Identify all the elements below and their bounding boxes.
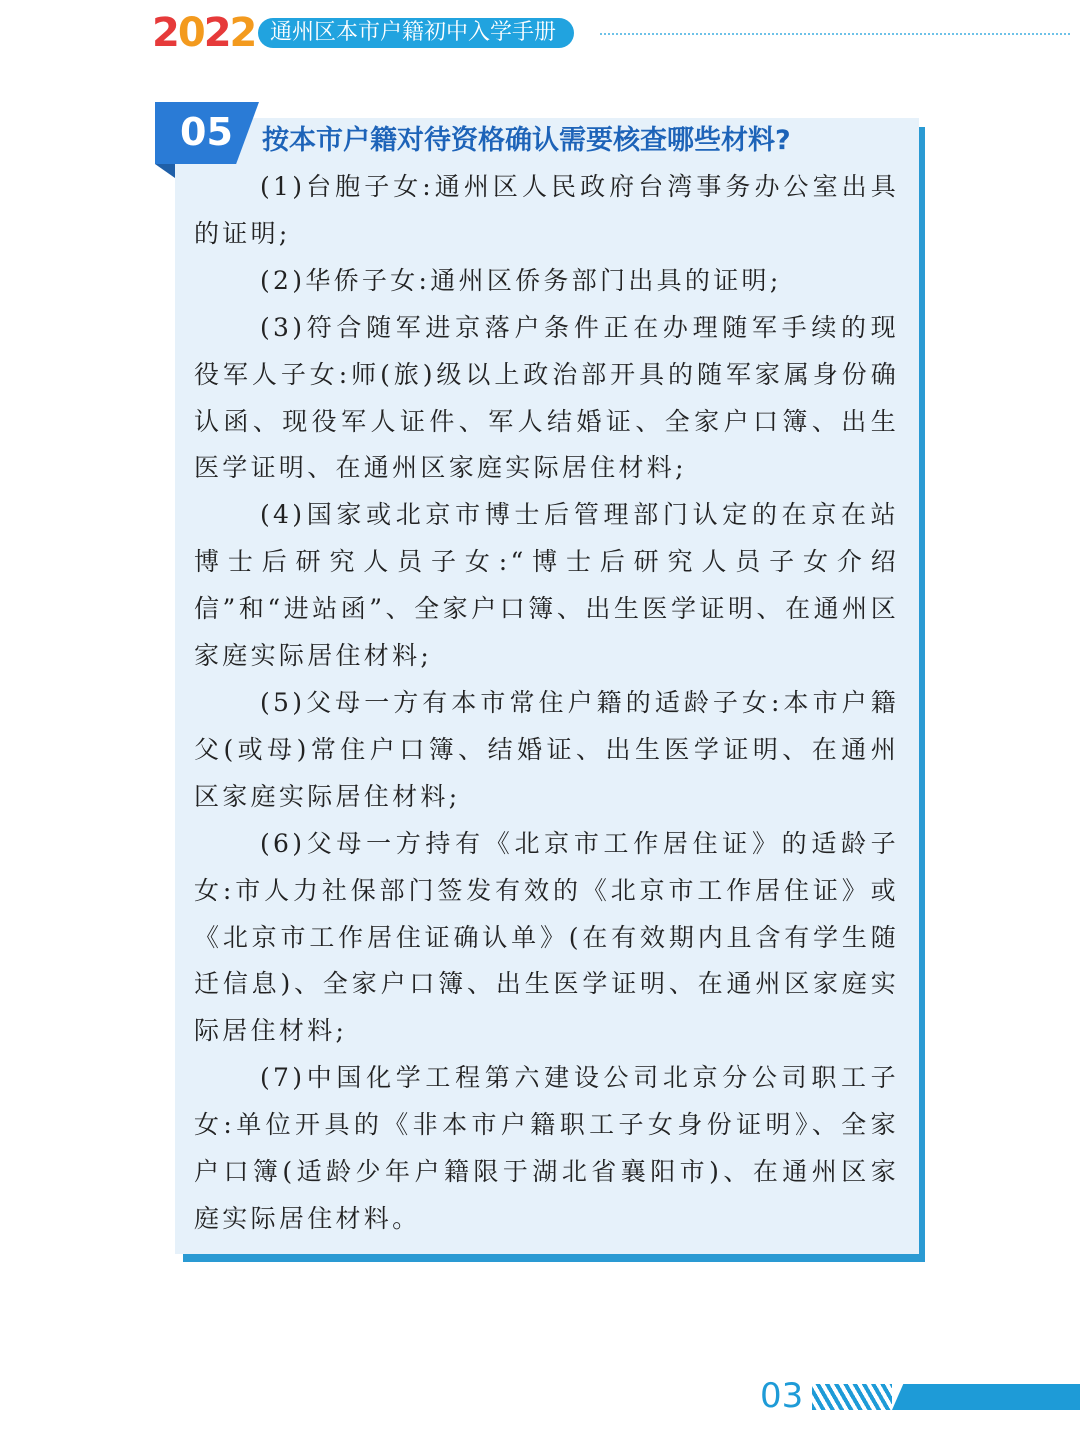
paragraph-item: (6)父母一方持有《北京市工作居住证》的适龄子女:市人力社保部门签发有效的《北京市工作居住证》或《北京市工作居住证确认单》(在有效期内且含有学生随迁信息)、全家户口簿、出生医学证明、在通州区家庭实际居住材料; (194, 828, 899, 1046)
footer-stripes (812, 1384, 892, 1410)
section-tab-fold (155, 164, 175, 178)
page-number: 03 (760, 1376, 804, 1416)
footer-bar (892, 1384, 1080, 1410)
paragraph-item: (5)父母一方有本市常住户籍的适龄子女:本市户籍父(或母)常住户口簿、结婚证、出生医学证明、在通州区家庭实际居住材料; (194, 687, 899, 811)
handbook-title: 通州区本市户籍初中入学手册 (258, 18, 574, 48)
section-number: 05 (180, 110, 233, 154)
year-logo (152, 8, 255, 58)
year-digit: 2 (203, 10, 230, 56)
year-digit: 0 (177, 10, 204, 56)
paragraph-item: (3)符合随军进京落户条件正在办理随军手续的现役军人子女:师(旅)级以上政治部开具的随军家属身份确认函、现役军人证件、军人结婚证、全家户口簿、出生医学证明、在通州区家庭实际居住材料; (194, 312, 899, 483)
section-body (194, 164, 899, 1243)
section-question: 按本市户籍对待资格确认需要核查哪些材料? (262, 125, 791, 156)
year-digit: 2 (152, 10, 178, 56)
paragraph-item: (2)华侨子女:通州区侨务部门出具的证明; (260, 265, 782, 295)
paragraph-item: (1)台胞子女:通州区人民政府台湾事务办公室出具的证明; (194, 172, 899, 248)
header-dotted-divider (600, 33, 1070, 35)
paragraph-item: (4)国家或北京市博士后管理部门认定的在京在站博士后研究人员子女:“博士后研究人员子女介绍信”和“进站函”、全家户口簿、出生医学证明、在通州区家庭实际居住材料; (194, 500, 899, 671)
page-header (0, 0, 1080, 70)
year-digit: 2 (229, 10, 256, 56)
paragraph-item: (7)中国化学工程第六建设公司北京分公司职工子女:单位开具的《非本市户籍职工子女身份证明》、全家户口簿(适龄少年户籍限于湖北省襄阳市)、在通州区家庭实际居住材料。 (194, 1063, 899, 1233)
